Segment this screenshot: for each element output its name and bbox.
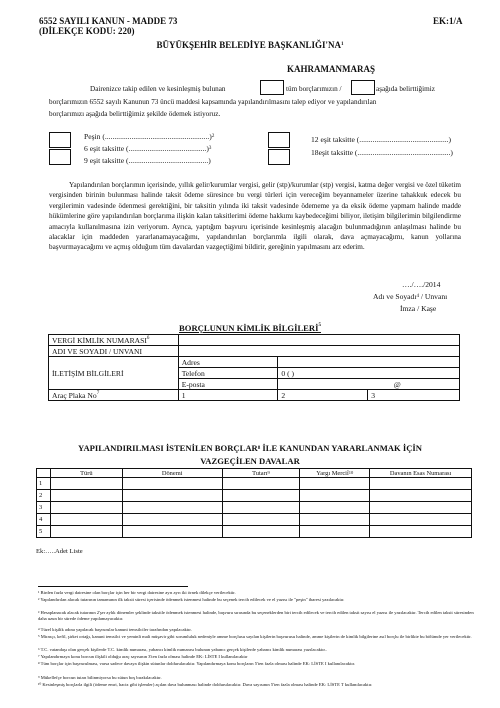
footnote-2: ² Yapılandırılan alacak tutarının tamamının ilk taksit süresi içerisinde ödenmek istenmesi halinde bu seçenek tercih edilecek ve el yazısı ile "peşin" ibaresi yazılacaktır. — [38, 597, 345, 602]
footnote-1: ¹ Birden fazla vergi dairesine olan borçlar için her bir vergi dairesine ayrı ayrı iki örnek dilekçe verilecektir. — [38, 590, 236, 595]
law-line: 6552 SAYILI KANUN - MADDE 73 — [39, 16, 178, 26]
selected-debts-checkbox[interactable] — [351, 80, 375, 95]
addressee-office — [0, 40, 500, 50]
row-number: 2 — [37, 490, 51, 502]
petition-code: (DİLEKÇE KODU: 220) — [39, 26, 135, 36]
email-field[interactable]: @ — [278, 379, 460, 390]
cell-amount[interactable] — [222, 502, 300, 514]
footnote-ref: 1 — [341, 42, 344, 47]
footnote-5: ⁵ Mirasçı, kefil, şirket ortağı, kanuni temsilci ve yeminli mali müşavir gibi sorumluluk nedeniyle amme borçlusu sayılan kişilerin başvurusu halinde, amme kişilerin de kimlik bilgilerine asıl borçlu ile birlikte bu bölümde yer verilecektir. — [38, 634, 472, 639]
debt-row — [37, 490, 472, 502]
col-case-no: Davanın Esas Numarası — [370, 469, 472, 478]
attachment-count: Ek:…..Adet Liste — [36, 548, 83, 555]
option-12-installments: 12 eşit taksitte (...............................................) — [311, 135, 452, 144]
address-field[interactable] — [278, 357, 460, 368]
footnote-3: ³ Hesaplanacak alacak tutarının 2'şer aylık dönemler şeklinde taksitle ödenmek istenmesi halinde, başvuru sırasında bu seçeneklerden biri tercih edilecek ve tercih edilen taksit sayısı el yazısı ile yazılacaktır. Tercih edilen taksit süresinden daha uzun bir sürede ödeme yapılamayacaktır. — [38, 610, 474, 621]
signature-date: …./…./2014 — [402, 280, 441, 289]
footnote-8: ⁸ Tüm borçlar için başvurulması, varsa sadece davaya ilişkin sütunlar doldurulacaktır. Yapılandırmaya konu borçların 5'ten fazla olması halinde EK: LİSTE I kullanılacaktır. — [38, 661, 356, 666]
row-number: 3 — [37, 502, 51, 514]
cell-court[interactable] — [300, 502, 370, 514]
cell-court[interactable] — [300, 478, 370, 490]
option-9-installments: 9 eşit taksitte (..........................................) — [84, 156, 211, 165]
contact-label: İLETİŞİM BİLGİLERİ — [49, 357, 179, 390]
cell-period[interactable] — [122, 502, 222, 514]
intro-line-1: Dairenizce takip edilen ve kesinleşmiş bulunan — [90, 85, 226, 93]
cell-type[interactable] — [50, 478, 122, 490]
cell-court[interactable] — [300, 490, 370, 502]
debt-row — [37, 502, 472, 514]
footnote-4: ⁴ Tüzel kişilik adına yapılacak başvurular kanuni temsilciler tarafından yapılacaktır. — [38, 627, 192, 632]
option-18-installments: 18eşit taksitte (.................................................) — [311, 148, 453, 157]
addressee-city: KAHRAMANMARAŞ — [287, 64, 375, 74]
cell-amount[interactable] — [222, 490, 300, 502]
col-period: Dönemi — [122, 469, 222, 478]
identity-table — [48, 334, 460, 401]
cell-case-no[interactable] — [370, 490, 472, 502]
address-label: Adres — [178, 357, 278, 368]
tax-id-field[interactable] — [178, 335, 459, 346]
plate-row — [49, 390, 460, 401]
debts-table — [36, 468, 472, 538]
col-amount: Tutarı$^9$ — [222, 469, 300, 478]
footnote-6: ⁶ T.C. vatandaşı olan gerçek kişilerde T.C. kimlik numarası, yabancı kimlik numarası bulunan yabancı gerçek kişilerde yabancı kimlik numarası yazılacaktır.. — [38, 647, 328, 652]
footnote-10: ¹⁰ Kesinleşmiş borçlarla ilgili (ödeme emri, haciz gibi işlemler) açılan dava bulunması halinde doldurulacaktır. Dava sayısının 5'ten fazla olması halinde EK: LİSTE T kullanılacaktır. — [38, 682, 373, 687]
address-row — [49, 357, 460, 368]
cell-amount[interactable] — [222, 526, 300, 538]
cell-case-no[interactable] — [370, 526, 472, 538]
col-type: Türü — [50, 469, 122, 478]
plate-field-3[interactable]: 3 — [368, 390, 460, 401]
cell-period[interactable] — [122, 478, 222, 490]
cell-period[interactable] — [122, 514, 222, 526]
cell-case-no[interactable] — [370, 502, 472, 514]
cell-case-no[interactable] — [370, 514, 472, 526]
left-options-checkbox-a[interactable] — [49, 132, 71, 148]
right-options-checkbox-a[interactable] — [268, 132, 290, 148]
cell-court[interactable] — [300, 514, 370, 526]
cell-court[interactable] — [300, 526, 370, 538]
option-cash: Peşin (.......................................................)$^2$ — [84, 132, 215, 141]
intro-line-1c: aşağıda belirttiğimiz — [376, 85, 435, 93]
footnote-9: ⁹ Mükellefçe borcun tutarı bilinmiyorsa bu sütun boş bırakılacaktır. — [38, 675, 162, 680]
tax-id-label: VERGİ KİMLİK NUMARASI$^6$ — [49, 335, 179, 346]
signature-sign: İmza / Kaşe — [400, 304, 437, 313]
plate-field-1[interactable]: 1 — [178, 390, 278, 401]
option-6-installments: 6 eşit taksitte (.........................................)$^3$ — [84, 144, 212, 153]
intro-line-3: borçlarımızı aşağıda belirttiğimiz şekilde ödemek istiyoruz. — [49, 110, 221, 118]
cell-period[interactable] — [122, 490, 222, 502]
cell-type[interactable] — [50, 490, 122, 502]
plate-field-2[interactable]: 2 — [278, 390, 368, 401]
name-label: ADI VE SOYADI / UNVANI — [49, 346, 179, 357]
cell-type[interactable] — [50, 502, 122, 514]
name-field[interactable] — [178, 346, 459, 357]
col-court: Yargı Merciî$^{10}$ — [300, 469, 370, 478]
all-debts-checkbox[interactable] — [260, 80, 284, 95]
row-number: 4 — [37, 514, 51, 526]
declaration-text: Yapılandırılan borçlarımın içerisinde, yıllık gelir/kurumlar vergisi, gelir (stp)/kurumlar (stp) vergisi, katma değer vergisi ve özel tüketim vergisinden birinin bulunması halinde taksit ödeme süresince bu vergi türleri için vereceğim beyannameler üzerine tahakkuk edecek bu vergilerimin vadesinde ödenmesi gerektiğini, bir taksitin yılında iki taksit vadesinde ödememe ya da eksik ödeme yapmam halinde madde hükümlerine göre yapılandırılan borçlarıma ilişkin kalan taksitlerimi ödeme hakkımı kaybedeceğimi biliyor, iletişim bilgilerimin bilgilendirme amacıyla kullanılmasına izin veriyorum. Ayrıca, yaptığım başvuru içerisinde kesinleşmiş alacağın bulunmadığının anlaşılması halinde bu alacaklar için maddeden yararlanamayacağımı, yapılandırılan borçlarımla ilgili olarak, dava açmayacağımı, kanun yollarına başvurmayacağımı ve açmış olduğum tüm davalardan vazgeçtiğimi bildirir, gereğinin yapılmasını arz ederim. — [49, 181, 461, 252]
plate-label: Araç Plaka No$^7$ — [49, 390, 179, 401]
right-options-checkbox-b[interactable] — [268, 149, 290, 165]
phone-label: Telefon — [178, 368, 278, 379]
debt-row — [37, 478, 472, 490]
intro-line-1b: tüm borçlarımızın / — [286, 85, 342, 93]
signature-name: Adı ve Soyadı$^4$ / Unvanı — [373, 292, 448, 301]
debts-section-title-2: VAZGEÇİLEN DAVALAR — [200, 456, 300, 466]
cell-period[interactable] — [122, 526, 222, 538]
footnote-7: ⁷ Yapılandırmaya konu borcun ilişkili olduğu araç sayısının 3'ten fazla olması halinde EK: LİSTE I kullanılacaktır — [38, 654, 248, 659]
debts-header-row — [37, 469, 472, 478]
debts-section-title: YAPILANDIRILMASI İSTENİLEN BORÇLAR$^8$ İLE KANUNDAN YARARLANMAK İÇİN — [78, 443, 422, 453]
cell-case-no[interactable] — [370, 478, 472, 490]
row-number: 1 — [37, 478, 51, 490]
phone-field[interactable]: 0 ( ) — [278, 368, 460, 379]
row-number: 5 — [37, 526, 51, 538]
office-name: BÜYÜKŞEHİR BELEDİYE BAŞKANLIĞI'NA — [156, 40, 342, 50]
footnote-separator — [38, 586, 188, 587]
debt-row — [37, 514, 472, 526]
tax-id-row — [49, 335, 460, 346]
col-no — [37, 469, 51, 478]
identity-section-title: BORÇLUNUN KİMLİK BİLGİLERİ$^5$ — [179, 323, 321, 333]
cell-type[interactable] — [50, 514, 122, 526]
debt-row — [37, 526, 472, 538]
email-label: E-posta — [178, 379, 278, 390]
intro-line-2: borçlarımızın 6552 sayılı Kanunun 73 üncü maddesi kapsamında yapılandırılmasını talep ediyor ve yapılandırılan — [49, 98, 377, 106]
name-row — [49, 346, 460, 357]
annex-label: EK:1/A — [433, 16, 463, 26]
cell-type[interactable] — [50, 526, 122, 538]
cell-amount[interactable] — [222, 514, 300, 526]
cell-amount[interactable] — [222, 478, 300, 490]
left-options-checkbox-b[interactable] — [49, 149, 71, 165]
